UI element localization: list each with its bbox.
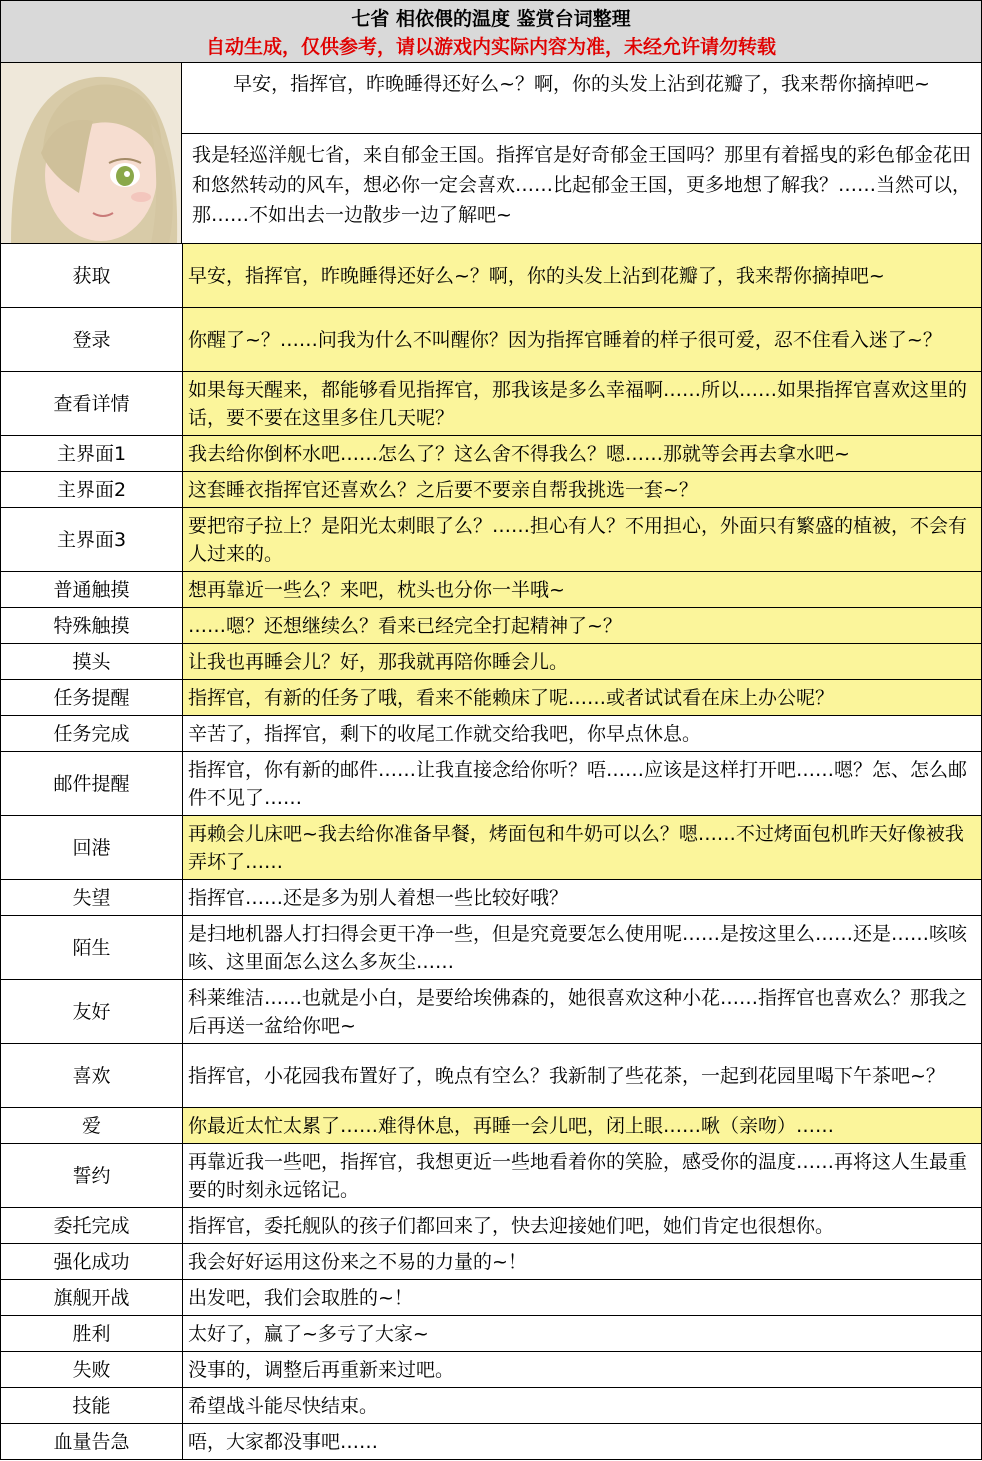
line-label: 查看详情	[1, 372, 183, 436]
intro-line: 我是轻巡洋舰七省，来自郁金王国。指挥官是好奇郁金王国吗？那里有着摇曳的彩色郁金花田和悠然转动的风车，想必你一定会喜欢……比起郁金王国，更多地想了解我？……当然可以，那……不如出去一边散步一边了解吧~	[181, 133, 982, 244]
voice-line-rows	[1, 244, 982, 1460]
table-row	[1, 1144, 982, 1208]
line-label: 摸头	[1, 644, 183, 680]
line-label: 技能	[1, 1388, 183, 1424]
line-text: 指挥官，小花园我布置好了，晚点有空么？我新制了些花茶，一起到花园里喝下午茶吧~？	[183, 1044, 982, 1108]
line-text: 唔，大家都没事吧……	[183, 1424, 982, 1460]
line-label: 失望	[1, 880, 183, 916]
line-label: 血量告急	[1, 1424, 183, 1460]
table-row	[1, 880, 982, 916]
table-row	[1, 436, 982, 472]
line-text: 你醒了~？……问我为什么不叫醒你？因为指挥官睡着的样子很可爱，忍不住看入迷了~？	[183, 308, 982, 372]
line-text: 再赖会儿床吧~我去给你准备早餐，烤面包和牛奶可以么？嗯……不过烤面包机昨天好像被我弄坏了……	[183, 816, 982, 880]
line-label: 失败	[1, 1352, 183, 1388]
table-row	[1, 980, 982, 1044]
line-label: 任务完成	[1, 716, 183, 752]
line-text: 是扫地机器人打扫得会更干净一些，但是究竟要怎么使用呢……是按这里么……还是……咳咳咳、这里面怎么这么多灰尘……	[183, 916, 982, 980]
line-label: 邮件提醒	[1, 752, 183, 816]
line-text: 要把帘子拉上？是阳光太刺眼了么？……担心有人？不用担心，外面只有繁盛的植被，不会有人过来的。	[183, 508, 982, 572]
table-row	[1, 752, 982, 816]
line-text: 指挥官，委托舰队的孩子们都回来了，快去迎接她们吧，她们肯定也很想你。	[183, 1208, 982, 1244]
line-label: 普通触摸	[1, 572, 183, 608]
line-text: 再靠近我一些吧，指挥官，我想更近一些地看着你的笑脸，感受你的温度……再将这人生最重要的时刻永远铭记。	[183, 1144, 982, 1208]
sheet-header	[0, 0, 982, 63]
line-text: 你最近太忙太累了……难得休息，再睡一会儿吧，闭上眼……啾（亲吻）……	[183, 1108, 982, 1144]
line-text: 指挥官……还是多为别人着想一些比较好哦？	[183, 880, 982, 916]
table-row	[1, 472, 982, 508]
table-row	[1, 308, 982, 372]
table-row	[1, 1108, 982, 1144]
line-label: 胜利	[1, 1316, 183, 1352]
line-label: 回港	[1, 816, 183, 880]
line-label: 陌生	[1, 916, 183, 980]
line-text: 没事的，调整后再重新来过吧。	[183, 1352, 982, 1388]
table-row	[1, 644, 982, 680]
line-text: 这套睡衣指挥官还喜欢么？之后要不要亲自帮我挑选一套~？	[183, 472, 982, 508]
voice-line-table	[0, 243, 982, 1460]
line-label: 任务提醒	[1, 680, 183, 716]
line-label: 特殊触摸	[1, 608, 183, 644]
table-row	[1, 680, 982, 716]
table-row	[1, 372, 982, 436]
line-text: 想再靠近一些么？来吧，枕头也分你一半哦~	[183, 572, 982, 608]
line-label: 主界面1	[1, 436, 183, 472]
line-label: 登录	[1, 308, 183, 372]
line-label: 主界面2	[1, 472, 183, 508]
line-label: 友好	[1, 980, 183, 1044]
table-row	[1, 1208, 982, 1244]
page-title: 七省 相依偎的温度 鉴赏台词整理	[351, 8, 631, 30]
line-text: 太好了，赢了~多亏了大家~	[183, 1316, 982, 1352]
line-text: 指挥官，有新的任务了哦，看来不能赖床了呢……或者试试看在床上办公呢？	[183, 680, 982, 716]
line-text: 希望战斗能尽快结束。	[183, 1388, 982, 1424]
line-label: 强化成功	[1, 1244, 183, 1280]
table-row	[1, 1424, 982, 1460]
table-row	[1, 716, 982, 752]
table-row	[1, 572, 982, 608]
table-row	[1, 1352, 982, 1388]
line-text: 指挥官，你有新的邮件……让我直接念给你听？唔……应该是这样打开吧……嗯？怎、怎么邮件不见了……	[183, 752, 982, 816]
table-row	[1, 916, 982, 980]
line-text: 科莱维洁……也就是小白，是要给埃佛森的，她很喜欢这种小花……指挥官也喜欢么？那我之后再送一盆给你吧~	[183, 980, 982, 1044]
character-portrait	[0, 62, 182, 244]
character-portrait-icon	[1, 63, 181, 243]
table-row	[1, 1280, 982, 1316]
line-label: 获取	[1, 244, 183, 308]
line-text: 让我也再睡会儿？好，那我就再陪你睡会儿。	[183, 644, 982, 680]
line-text: 我会好好运用这份来之不易的力量的~！	[183, 1244, 982, 1280]
table-row	[1, 608, 982, 644]
line-label: 旗舰开战	[1, 1280, 183, 1316]
line-text: 如果每天醒来，都能够看见指挥官，那我该是多么幸福啊……所以……如果指挥官喜欢这里的话，要不要在这里多住几天呢？	[183, 372, 982, 436]
line-label: 爱	[1, 1108, 183, 1144]
greeting-line: 早安，指挥官，昨晚睡得还好么~？啊，你的头发上沾到花瓣了，我来帮你摘掉吧~	[181, 62, 982, 134]
table-row	[1, 1044, 982, 1108]
line-label: 喜欢	[1, 1044, 183, 1108]
table-row	[1, 1316, 982, 1352]
line-label: 誓约	[1, 1144, 183, 1208]
line-text: 早安，指挥官，昨晚睡得还好么~？啊，你的头发上沾到花瓣了，我来帮你摘掉吧~	[183, 244, 982, 308]
line-text: 出发吧，我们会取胜的~！	[183, 1280, 982, 1316]
line-label: 委托完成	[1, 1208, 183, 1244]
table-row	[1, 1244, 982, 1280]
line-text: 我去给你倒杯水吧……怎么了？这么舍不得我么？嗯……那就等会再去拿水吧~	[183, 436, 982, 472]
table-row	[1, 244, 982, 308]
table-row	[1, 816, 982, 880]
line-label: 主界面3	[1, 508, 183, 572]
line-text: 辛苦了，指挥官，剩下的收尾工作就交给我吧，你早点休息。	[183, 716, 982, 752]
line-text: ……嗯？还想继续么？看来已经完全打起精神了~？	[183, 608, 982, 644]
table-row	[1, 1388, 982, 1424]
disclaimer-notice: 自动生成，仅供参考，请以游戏内实际内容为准，未经允许请勿转载	[205, 36, 776, 58]
table-row	[1, 508, 982, 572]
